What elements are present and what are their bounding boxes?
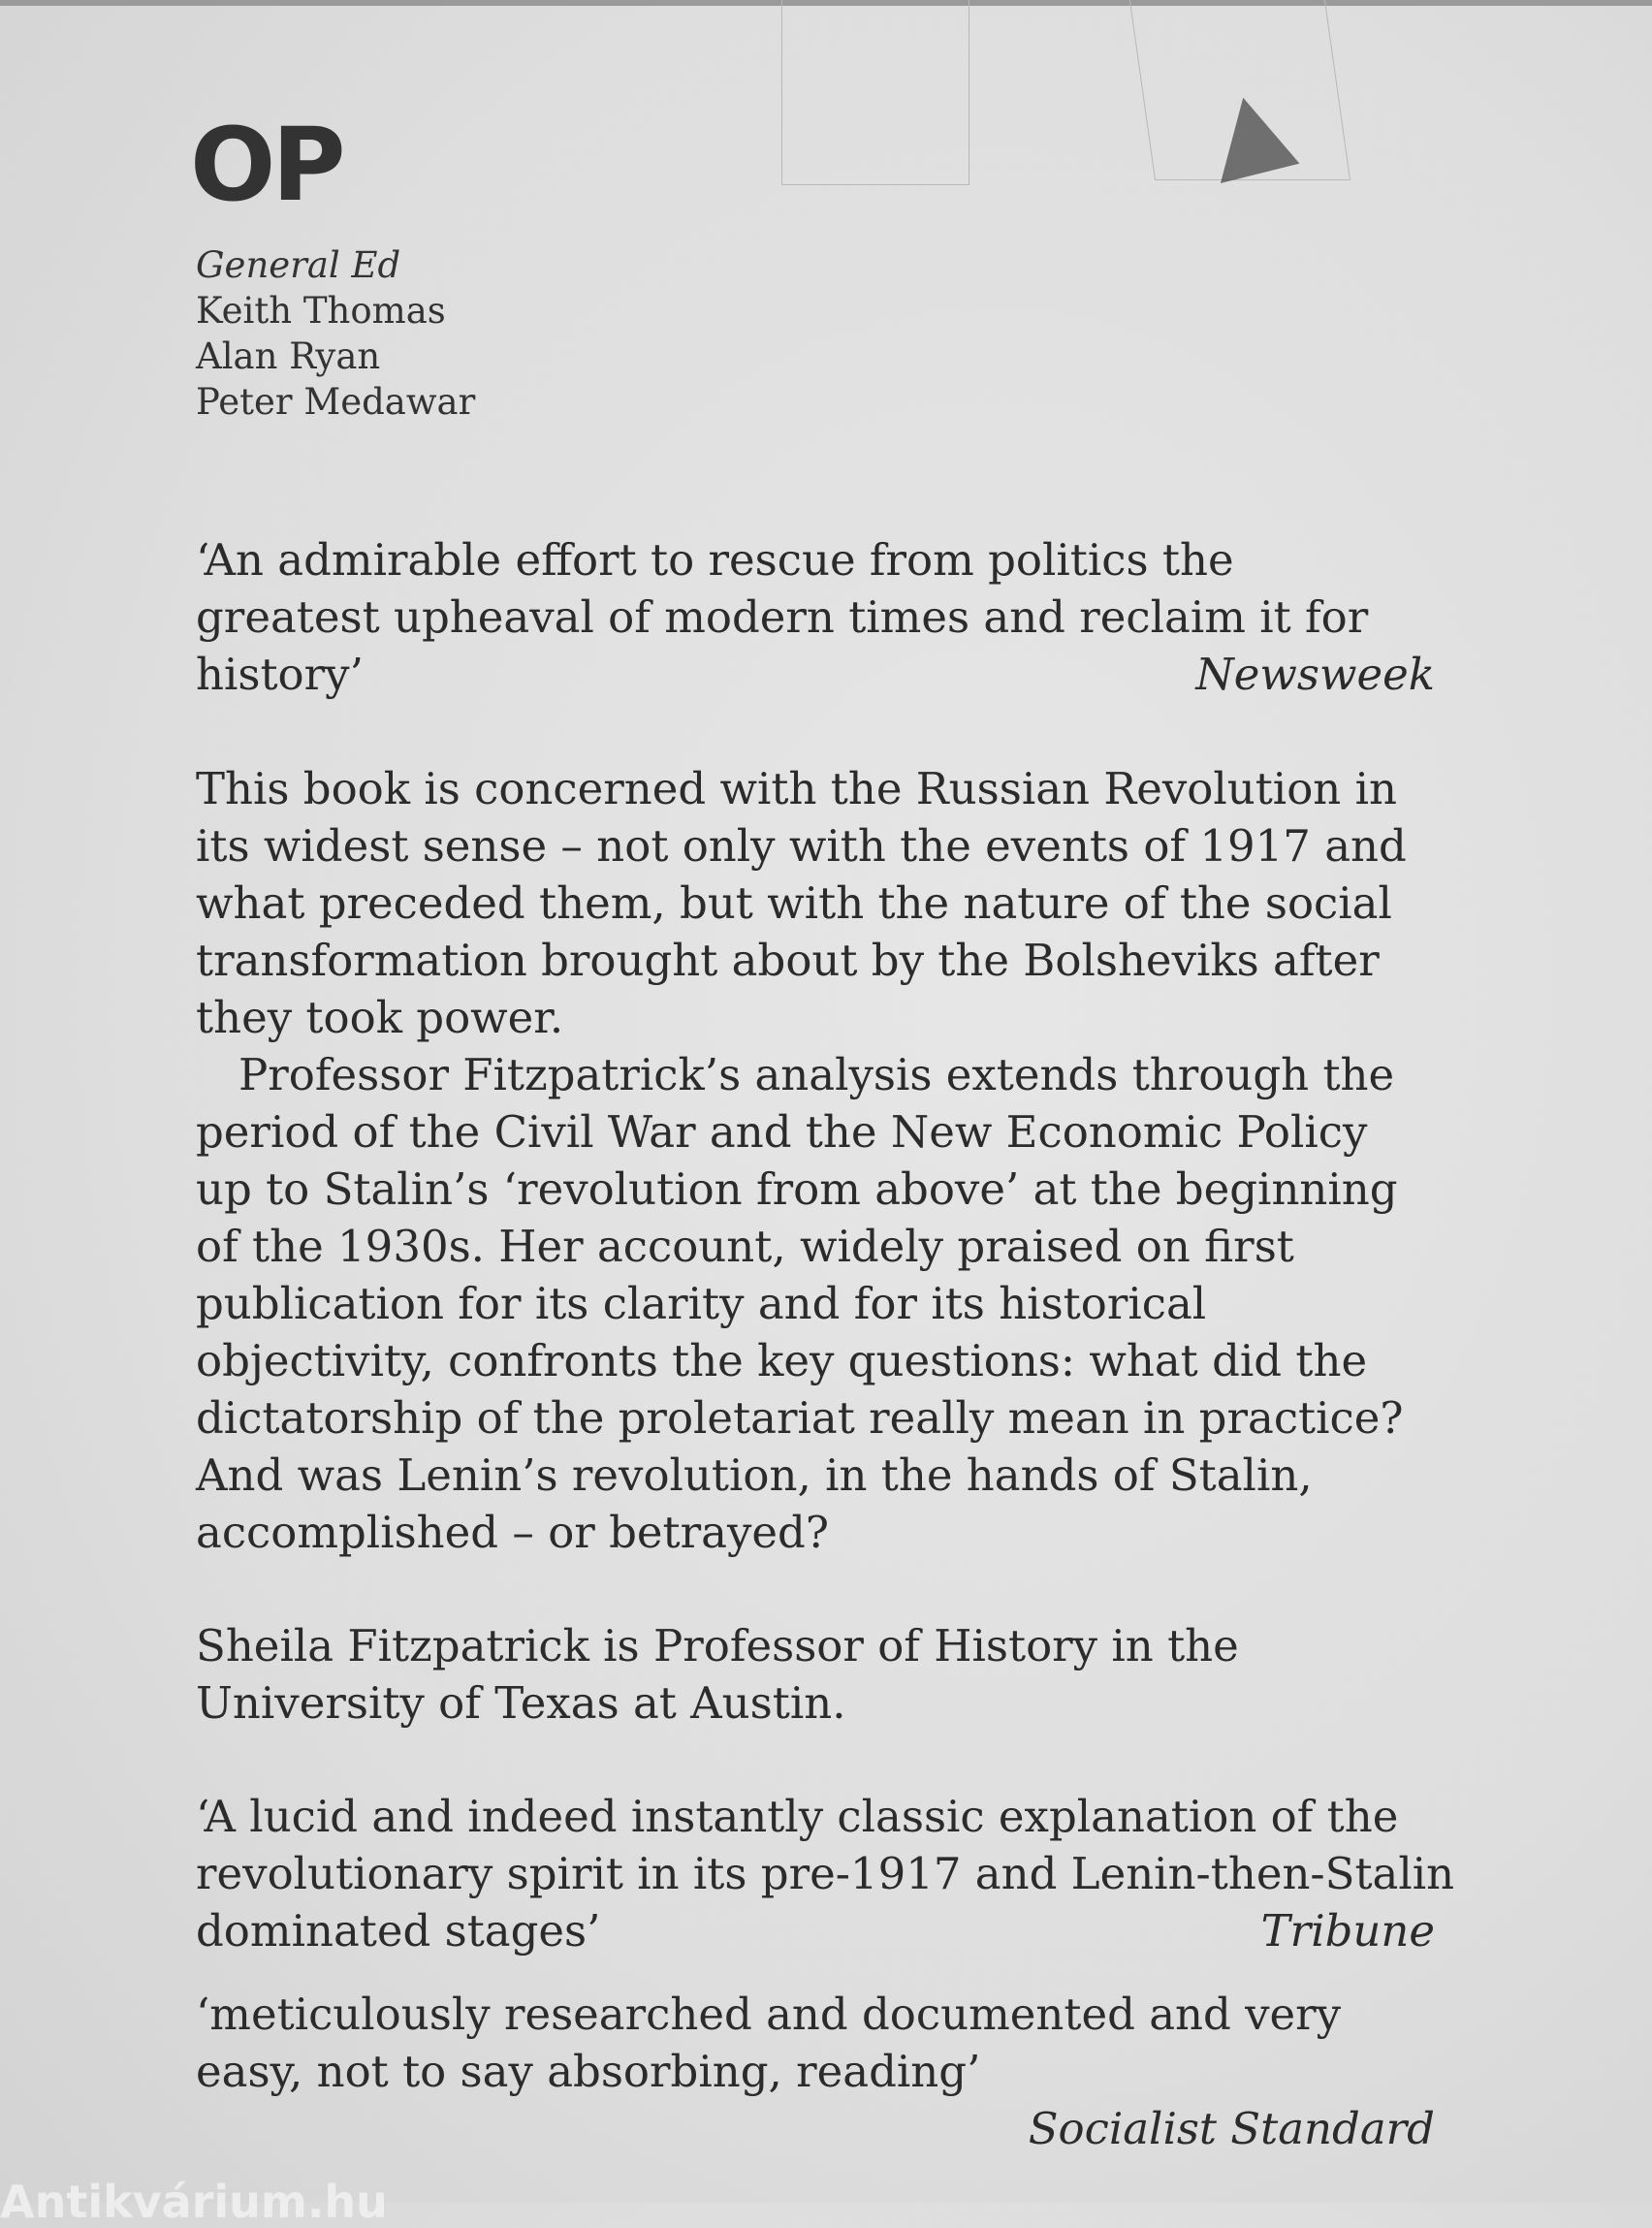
quote-source: Tribune: [1260, 1905, 1435, 1957]
series-logo: OP: [190, 106, 342, 224]
description-line: transformation brought about by the Bolsheviks after: [196, 935, 1380, 986]
book-description: [196, 760, 1435, 1561]
description-line: Professor Fitzpatrick’s analysis extends through the: [238, 1049, 1395, 1100]
author-bio: [196, 1617, 1435, 1732]
editor-name: Peter Medawar: [196, 381, 476, 423]
review-quote-socialist-standard: [196, 1986, 1435, 2157]
description-line: up to Stalin’s ‘revolution from above’ at the beginning: [196, 1163, 1398, 1215]
description-line: dictatorship of the proletariat really mean in practice?: [196, 1392, 1404, 1444]
review-quote-newsweek: [196, 531, 1435, 703]
quote-source: Newsweek: [1195, 649, 1435, 700]
quote-line: revolutionary spirit in its pre-1917 and Lenin-then-Stalin: [196, 1848, 1455, 1899]
quote-line: dominated stages’: [196, 1905, 601, 1957]
description-line: period of the Civil War and the New Economic Policy: [196, 1106, 1368, 1158]
quote-line: history’: [196, 649, 364, 700]
description-line: accomplished – or betrayed?: [196, 1507, 829, 1558]
watermark: Antikvárium.hu: [0, 2176, 388, 2228]
description-line: publication for its clarity and for its historical: [196, 1278, 1207, 1329]
description-line: what preceded them, but with the nature of the social: [196, 877, 1392, 929]
description-line: they took power.: [196, 992, 564, 1043]
description-line: of the 1930s. Her account, widely praised on first: [196, 1221, 1294, 1272]
tape-mark: [781, 0, 969, 185]
description-line: its widest sense – not only with the events of 1917 and: [196, 820, 1407, 872]
quote-line: easy, not to say absorbing, reading’: [196, 2046, 981, 2097]
bio-line: Sheila Fitzpatrick is Professor of History in the: [196, 1620, 1239, 1671]
quote-line: ‘An admirable effort to rescue from politics the: [196, 534, 1234, 586]
quote-line: greatest upheaval of modern times and reclaim it for: [196, 591, 1369, 643]
description-line: This book is concerned with the Russian Revolution in: [196, 763, 1397, 814]
description-line: And was Lenin’s revolution, in the hands of Stalin,: [196, 1449, 1313, 1501]
general-editors: [196, 242, 475, 425]
editors-label: General Ed: [196, 244, 401, 286]
bio-line: University of Texas at Austin.: [196, 1677, 846, 1729]
quote-source: Socialist Standard: [1028, 2103, 1435, 2154]
editor-name: Alan Ryan: [196, 335, 381, 377]
review-quote-tribune: [196, 1788, 1455, 1959]
quote-line: ‘A lucid and indeed instantly classic explanation of the: [196, 1791, 1399, 1842]
quote-line: ‘meticulously researched and documented and very: [196, 1989, 1342, 2040]
editor-name: Keith Thomas: [196, 290, 446, 332]
description-line: objectivity, confronts the key questions: what did the: [196, 1335, 1368, 1386]
